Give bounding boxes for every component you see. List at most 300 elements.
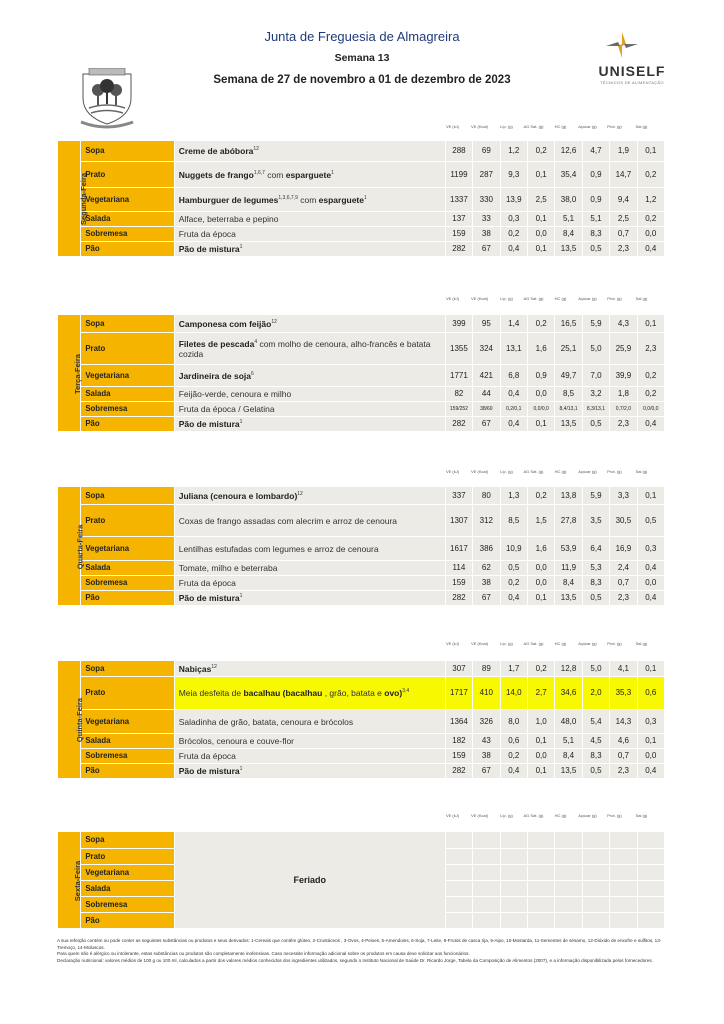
nutrient-value-empty (555, 913, 582, 929)
day-name: Terça-Feira (72, 353, 82, 394)
allergen-code: 4 (254, 338, 258, 345)
nutrient-value: 67 (473, 417, 500, 432)
nutrient-value-empty (473, 881, 500, 897)
page-title: Junta de Freguesia de Almagreira (264, 29, 460, 44)
nutrient-value: 1337 (445, 188, 472, 212)
nutrient-header-0: VE (kJ) (445, 124, 460, 129)
nutrient-header-2: Líp. (g) (500, 469, 513, 474)
logo-wordmark: UNISELF (598, 63, 666, 79)
category-prato: Prato (81, 505, 174, 537)
nutrient-value: 0,4 (500, 764, 527, 779)
nutrient-value: 38/60 (473, 402, 500, 417)
nutrient-value: 1,0 (527, 710, 554, 734)
nutrient-value-empty (610, 865, 637, 881)
category-prato: Prato (81, 333, 174, 365)
nutrient-value: 0,1 (527, 242, 554, 257)
nutrient-value: 2,0 (582, 677, 609, 710)
nutrient-value: 10,9 (500, 537, 527, 561)
nutrient-value: 13,5 (555, 591, 582, 606)
nutrient-value-empty (555, 865, 582, 881)
dish-name: Filetes de pescada (178, 338, 255, 349)
nutrient-value: 0,4 (500, 242, 527, 257)
nutrient-value-empty (445, 832, 472, 849)
nutrient-value: 1,8 (610, 387, 637, 402)
dish-cell (174, 576, 445, 591)
nutrient-header-2: Líp. (g) (500, 296, 513, 301)
category-sobremesa: Sobremesa (81, 576, 174, 591)
dish-cell (174, 188, 445, 212)
menu-row (58, 417, 665, 432)
nutrient-value: 5,1 (582, 212, 609, 227)
nutrient-value: 39,9 (610, 365, 637, 387)
dish-name: Saladinha de grão, batata, cenoura e brócolos (178, 716, 354, 727)
nutrient-value: 0,6 (500, 734, 527, 749)
footnotes (57, 938, 667, 964)
dish-name: Fruta da época (178, 578, 236, 588)
dish-cell (174, 315, 445, 333)
nutrient-value: 8,3 (582, 749, 609, 764)
category-vegetariana: Vegetariana (81, 188, 174, 212)
menu-row (58, 576, 665, 591)
nutrient-value: 1,9 (610, 141, 637, 162)
dish-cell (174, 417, 445, 432)
nutrient-value: 0,1 (527, 212, 554, 227)
nutrient-value-empty (610, 913, 637, 929)
nutrient-value: 35,3 (610, 677, 637, 710)
nutrient-value: 0,1 (637, 734, 664, 749)
nutrient-value: 1364 (445, 710, 472, 734)
nutrient-value: 1,2 (500, 141, 527, 162)
nutrient-value: 0,2 (500, 749, 527, 764)
nutrient-value: 8,4 (555, 576, 582, 591)
dish-cell (174, 365, 445, 387)
category-sopa: Sopa (81, 487, 174, 505)
nutrient-value: 25,9 (610, 333, 637, 365)
dish-cell (174, 227, 445, 242)
dish-name: Pão de mistura (178, 419, 240, 429)
menu-row (58, 365, 665, 387)
nutrient-value: 38 (473, 749, 500, 764)
nutrient-value: 330 (473, 188, 500, 212)
nutrient-value: 4,3 (610, 315, 637, 333)
allergen-code: 6 (251, 370, 254, 377)
allergen-code: 12 (211, 663, 217, 670)
nutrient-value: 399 (445, 315, 472, 333)
nutrient-value: 114 (445, 561, 472, 576)
dish-name: Creme de abóbora (178, 146, 254, 156)
nutrient-value: 0,2 (527, 661, 554, 677)
nutrient-value: 1,7 (500, 661, 527, 677)
dish-detail: com (264, 169, 286, 180)
nutrient-header-4: HC (g) (554, 469, 567, 474)
nutrient-value: 0,5 (637, 505, 664, 537)
nutrient-value: 2,3 (610, 591, 637, 606)
menu-row (58, 749, 665, 764)
nutrient-value: 2,3 (610, 764, 637, 779)
nutrient-value: 43 (473, 734, 500, 749)
category-sobremesa: Sobremesa (81, 227, 174, 242)
day-table-segunda-feira (57, 140, 665, 257)
nutrient-value: 1617 (445, 537, 472, 561)
nutrient-value: 9,3 (500, 162, 527, 188)
day-name: Quarta-Feira (75, 524, 85, 569)
dish-name: Nuggets de frango (178, 169, 254, 180)
nutrient-value: 0,2 (637, 365, 664, 387)
menu-row (58, 212, 665, 227)
day-table-sexta-feira (57, 831, 665, 929)
menu-row (58, 561, 665, 576)
nutrient-value: 13,5 (555, 764, 582, 779)
allergen-code: 1 (331, 169, 334, 176)
dish-cell (174, 141, 445, 162)
nutrient-header-0: VE (kJ) (445, 296, 460, 301)
nutrient-value: 38 (473, 227, 500, 242)
nutrient-header-6: Prot. (g) (607, 813, 622, 818)
nutrient-value-empty (582, 897, 609, 913)
category-pao: Pão (81, 764, 174, 779)
uniself-mark-icon (604, 30, 640, 60)
nutrient-value: 159 (445, 749, 472, 764)
dish-name: Juliana (cenoura e lombardo) (178, 490, 298, 501)
nutrient-value: 25,1 (555, 333, 582, 365)
nutrient-header-6: Prot. (g) (607, 641, 622, 646)
nutrient-value: 3,5 (582, 505, 609, 537)
nutrient-value: 5,4 (582, 710, 609, 734)
nutrient-value: 0,9 (582, 188, 609, 212)
menu-row (58, 188, 665, 212)
nutrient-value: 0,0 (527, 749, 554, 764)
nutrient-value: 0,4 (637, 242, 664, 257)
nutrient-value: 80 (473, 487, 500, 505)
nutrient-value: 0,5 (582, 764, 609, 779)
nutrient-value: 8,0 (500, 710, 527, 734)
nutrient-value: 1,4 (500, 315, 527, 333)
dish-name-bold: bacalhau (bacalhau (243, 688, 323, 698)
nutrient-value: 0,2 (500, 576, 527, 591)
day-name-cell (58, 487, 85, 606)
nutrient-value: 89 (473, 661, 500, 677)
nutrient-value: 326 (473, 710, 500, 734)
nutrient-header-7: Sal (g) (635, 641, 648, 646)
nutrient-value: 421 (473, 365, 500, 387)
nutrient-value-empty (445, 849, 472, 865)
nutrient-value: 0,1 (527, 734, 554, 749)
nutrient-value: 2,3 (610, 242, 637, 257)
nutrient-value: 5,0 (582, 661, 609, 677)
menu-row (58, 591, 665, 606)
nutrient-value: 0,0 (637, 749, 664, 764)
nutrient-value: 13,9 (500, 188, 527, 212)
category-salada: Salada (81, 881, 174, 897)
menu-row (58, 710, 665, 734)
dish-detail: com (297, 194, 319, 205)
nutrient-value: 159 (445, 227, 472, 242)
dish-cell (174, 162, 445, 188)
nutrient-header-4: HC (g) (554, 124, 567, 129)
nutrient-value: 14,0 (500, 677, 527, 710)
nutrient-header-1: VE (Kcal) (471, 813, 488, 818)
nutrient-value-empty (445, 865, 472, 881)
dish-name: Coxas de frango assadas com alecrim e arroz de cenoura (178, 515, 397, 526)
nutrient-value-empty (527, 865, 554, 881)
nutrient-header-4: HC (g) (554, 813, 567, 818)
day-name: Segunda-Feira (79, 172, 89, 226)
nutrient-header-3: AG Sat. (g) (523, 813, 544, 818)
category-prato: Prato (81, 849, 174, 865)
nutrient-value: 282 (445, 591, 472, 606)
nutrient-value: 67 (473, 764, 500, 779)
nutrient-value-empty (527, 832, 554, 849)
nutrient-value: 8,4 (555, 227, 582, 242)
dish-cell (174, 212, 445, 227)
nutrient-value: 5,1 (555, 212, 582, 227)
nutrient-value: 337 (445, 487, 472, 505)
nutrient-value: 0,4 (500, 387, 527, 402)
nutrient-value: 0,9 (527, 365, 554, 387)
nutrient-header-6: Prot. (g) (607, 124, 622, 129)
nutrient-value: 1307 (445, 505, 472, 537)
nutrient-value: 0,2 (637, 387, 664, 402)
nutrient-value: 5,1 (555, 734, 582, 749)
dish-side: esparguete (285, 169, 332, 180)
nutrient-value: 0,0 (527, 576, 554, 591)
nutrient-value: 8,3 (582, 576, 609, 591)
dish-side: esparguete (318, 194, 364, 205)
nutrient-value: 0,4 (637, 591, 664, 606)
nutrient-value-empty (500, 832, 527, 849)
category-vegetariana: Vegetariana (81, 710, 174, 734)
category-sopa: Sopa (81, 832, 174, 849)
dish-cell (174, 749, 445, 764)
nutrient-value-empty (527, 849, 554, 865)
nutrient-value: 0,5 (582, 591, 609, 606)
nutrient-value: 6,4 (582, 537, 609, 561)
nutrient-value: 0,7 (610, 227, 637, 242)
nutrient-header-2: Líp. (g) (500, 641, 513, 646)
nutrient-header-1: VE (Kcal) (471, 469, 488, 474)
day-name: Sexta-Feira (73, 860, 83, 901)
dish-cell (174, 505, 445, 537)
category-pao: Pão (81, 913, 174, 929)
nutrient-value: 0,2 (500, 227, 527, 242)
nutrient-value-empty (473, 897, 500, 913)
dish-cell (174, 561, 445, 576)
dish-name: Pão de mistura (178, 244, 240, 254)
nutrient-header-3: AG Sat. (g) (523, 296, 544, 301)
menu-row (58, 227, 665, 242)
dish-cell (174, 333, 445, 365)
nutrient-value-empty (555, 881, 582, 897)
nutrient-value: 8,3 (582, 227, 609, 242)
nutrient-value-empty (473, 865, 500, 881)
menu-row (58, 402, 665, 417)
nutrient-value-empty (527, 881, 554, 897)
nutrient-value: 12,6 (555, 141, 582, 162)
nutrient-value: 1717 (445, 677, 472, 710)
nutrient-value: 6,8 (500, 365, 527, 387)
category-sobremesa: Sobremesa (81, 402, 174, 417)
uniself-logo (582, 30, 682, 92)
nutrient-value: 0,5 (582, 417, 609, 432)
allergen-code: 1,6,7 (253, 169, 265, 176)
nutrient-value-empty (610, 849, 637, 865)
dish-name: Fruta da época / Gelatina (178, 404, 275, 414)
nutrient-value: 0,3 (637, 537, 664, 561)
nutrient-header-4: HC (g) (554, 296, 567, 301)
category-pao: Pão (81, 417, 174, 432)
category-prato: Prato (81, 162, 174, 188)
nutrient-value: 0,7/2,0 (610, 402, 637, 417)
nutrient-value-empty (527, 897, 554, 913)
nutrient-value: 0,7 (610, 576, 637, 591)
nutrient-value: 288 (445, 141, 472, 162)
day-table-quinta-feira (57, 660, 665, 779)
nutrient-value: 16,9 (610, 537, 637, 561)
nutrient-value: 1771 (445, 365, 472, 387)
nutrient-value: 386 (473, 537, 500, 561)
nutrient-value-empty (473, 832, 500, 849)
menu-row (58, 315, 665, 333)
nutrient-value-empty (500, 865, 527, 881)
nutrient-value: 0,3 (500, 212, 527, 227)
dish-name: Fruta da época (178, 751, 236, 761)
nutrient-value: 3,3 (610, 487, 637, 505)
day-name-cell (58, 141, 89, 257)
dish-side: ovo) (384, 688, 403, 698)
parish-crest-icon (75, 68, 139, 130)
nutrient-value: 0,5 (500, 561, 527, 576)
day-table-terca-feira (57, 314, 665, 432)
nutrient-header-7: Sal (g) (635, 813, 648, 818)
nutrient-value: 0,4 (500, 591, 527, 606)
menu-row (58, 333, 665, 365)
nutrient-value-empty (500, 897, 527, 913)
nutrient-value-empty (500, 881, 527, 897)
nutrient-value: 0,0 (527, 561, 554, 576)
nutrient-value: 1,2 (637, 188, 664, 212)
dish-name: Brócolos, cenoura e couve-flor (178, 736, 294, 746)
nutrient-value-empty (637, 832, 664, 849)
nutrient-value: 0,9 (582, 162, 609, 188)
nutrient-value-empty (527, 913, 554, 929)
dish-name: Nabiças (178, 663, 212, 674)
dish-name: Alface, beterraba e pepino (178, 214, 279, 224)
dish-name: Hamburguer de legumes (178, 194, 279, 205)
nutrient-value-empty (473, 849, 500, 865)
nutrient-value: 0,0 (637, 227, 664, 242)
nutrient-value: 14,3 (610, 710, 637, 734)
nutrient-value: 0,2 (527, 487, 554, 505)
nutrient-value: 0,0 (527, 387, 554, 402)
logo-subtitle: TÉCNICOS DE ALIMENTAÇÃO (600, 80, 664, 85)
nutrient-value: 5,9 (582, 315, 609, 333)
category-sopa: Sopa (81, 315, 174, 333)
dish-cell (174, 242, 445, 257)
nutrient-value: 0,4 (637, 764, 664, 779)
nutrient-header-1: VE (Kcal) (471, 296, 488, 301)
menu-row (58, 141, 665, 162)
menu-row (58, 487, 665, 505)
nutrient-value: 27,8 (555, 505, 582, 537)
menu-row (58, 505, 665, 537)
nutrient-value: 0,1 (527, 417, 554, 432)
nutrient-header-1: VE (Kcal) (471, 124, 488, 129)
nutrient-value: 1,6 (527, 537, 554, 561)
nutrient-column-header (57, 641, 665, 659)
allergen-code: 1 (239, 766, 243, 773)
nutrient-value: 0,7 (610, 749, 637, 764)
nutrient-value: 13,5 (555, 242, 582, 257)
nutrient-header-1: VE (Kcal) (471, 641, 488, 646)
nutrient-header-3: AG Sat. (g) (523, 641, 544, 646)
nutrient-value: 0,6 (637, 677, 664, 710)
nutrient-value: 1,5 (527, 505, 554, 537)
nutrient-value: 4,5 (582, 734, 609, 749)
nutrient-header-0: VE (kJ) (445, 813, 460, 818)
day-name-cell (58, 315, 81, 432)
nutrient-value-empty (582, 881, 609, 897)
nutrient-header-6: Prot. (g) (607, 469, 622, 474)
dish-cell (174, 764, 445, 779)
nutrient-value: 12,8 (555, 661, 582, 677)
nutrient-value: 0,0/0,0 (637, 402, 664, 417)
nutrient-header-6: Prot. (g) (607, 296, 622, 301)
allergen-code: 1 (239, 244, 243, 251)
nutrient-value: 0,0/0,0 (527, 402, 554, 417)
allergen-code: 1 (364, 194, 367, 201)
dish-cell (174, 487, 445, 505)
menu-row (58, 537, 665, 561)
dish-name: Jardineira de soja (178, 370, 252, 381)
nutrient-value: 82 (445, 387, 472, 402)
nutrient-header-7: Sal (g) (635, 469, 648, 474)
nutrient-value: 38 (473, 576, 500, 591)
nutrient-value: 13,1 (500, 333, 527, 365)
nutrient-header-5: Açúcar (g) (578, 813, 597, 818)
nutrient-value: 3,2 (582, 387, 609, 402)
day-name-cell (58, 661, 85, 779)
dish-name: Pão de mistura (178, 766, 240, 776)
category-vegetariana: Vegetariana (81, 537, 174, 561)
dish-name: Meia desfeita de (178, 688, 244, 698)
allergen-code: 3,4 (402, 688, 410, 695)
dish-cell (174, 387, 445, 402)
nutrient-value: 1,6 (527, 333, 554, 365)
nutrient-value: 410 (473, 677, 500, 710)
nutrient-value: 0,1 (637, 141, 664, 162)
nutrient-header-3: AG Sat. (g) (523, 469, 544, 474)
nutrient-value: 137 (445, 212, 472, 227)
nutrient-value: 0,4 (637, 417, 664, 432)
nutrient-header-5: Açúcar (g) (578, 296, 597, 301)
category-sobremesa: Sobremesa (81, 897, 174, 913)
nutrient-value: 2,5 (610, 212, 637, 227)
menu-row (58, 242, 665, 257)
dish-name: Lentilhas estufadas com legumes e arroz de cenoura (178, 543, 379, 554)
nutrient-value-empty (582, 913, 609, 929)
nutrient-header-5: Açúcar (g) (578, 469, 597, 474)
nutrient-value: 312 (473, 505, 500, 537)
nutrient-value: 35,4 (555, 162, 582, 188)
nutrient-value: 69 (473, 141, 500, 162)
nutrient-value: 5,0 (582, 333, 609, 365)
nutrient-header-2: Líp. (g) (500, 124, 513, 129)
allergen-code: 12 (271, 318, 277, 325)
nutrient-value-empty (582, 849, 609, 865)
allergen-note: A sua refeição contém ou pode conter as seguintes substâncias ou produtos e seus derivados: 1-Cereais que contêm glúten, 2-Crustáceos , 3-Ovos, 4-Peixes, 5-Amendoins, 6-Soja, 7-Leite, 8-Frutos de casca rija, 9-Aipo, 10-Mostarda, 11-Sementes de sésamo, 12-Dióxido de enxofre e sulfitos, 13-Tremoço, 14-Moluscos. (57, 938, 662, 950)
allergen-code: 1 (239, 419, 243, 426)
nutrient-value: 8,3/13,1 (582, 402, 609, 417)
